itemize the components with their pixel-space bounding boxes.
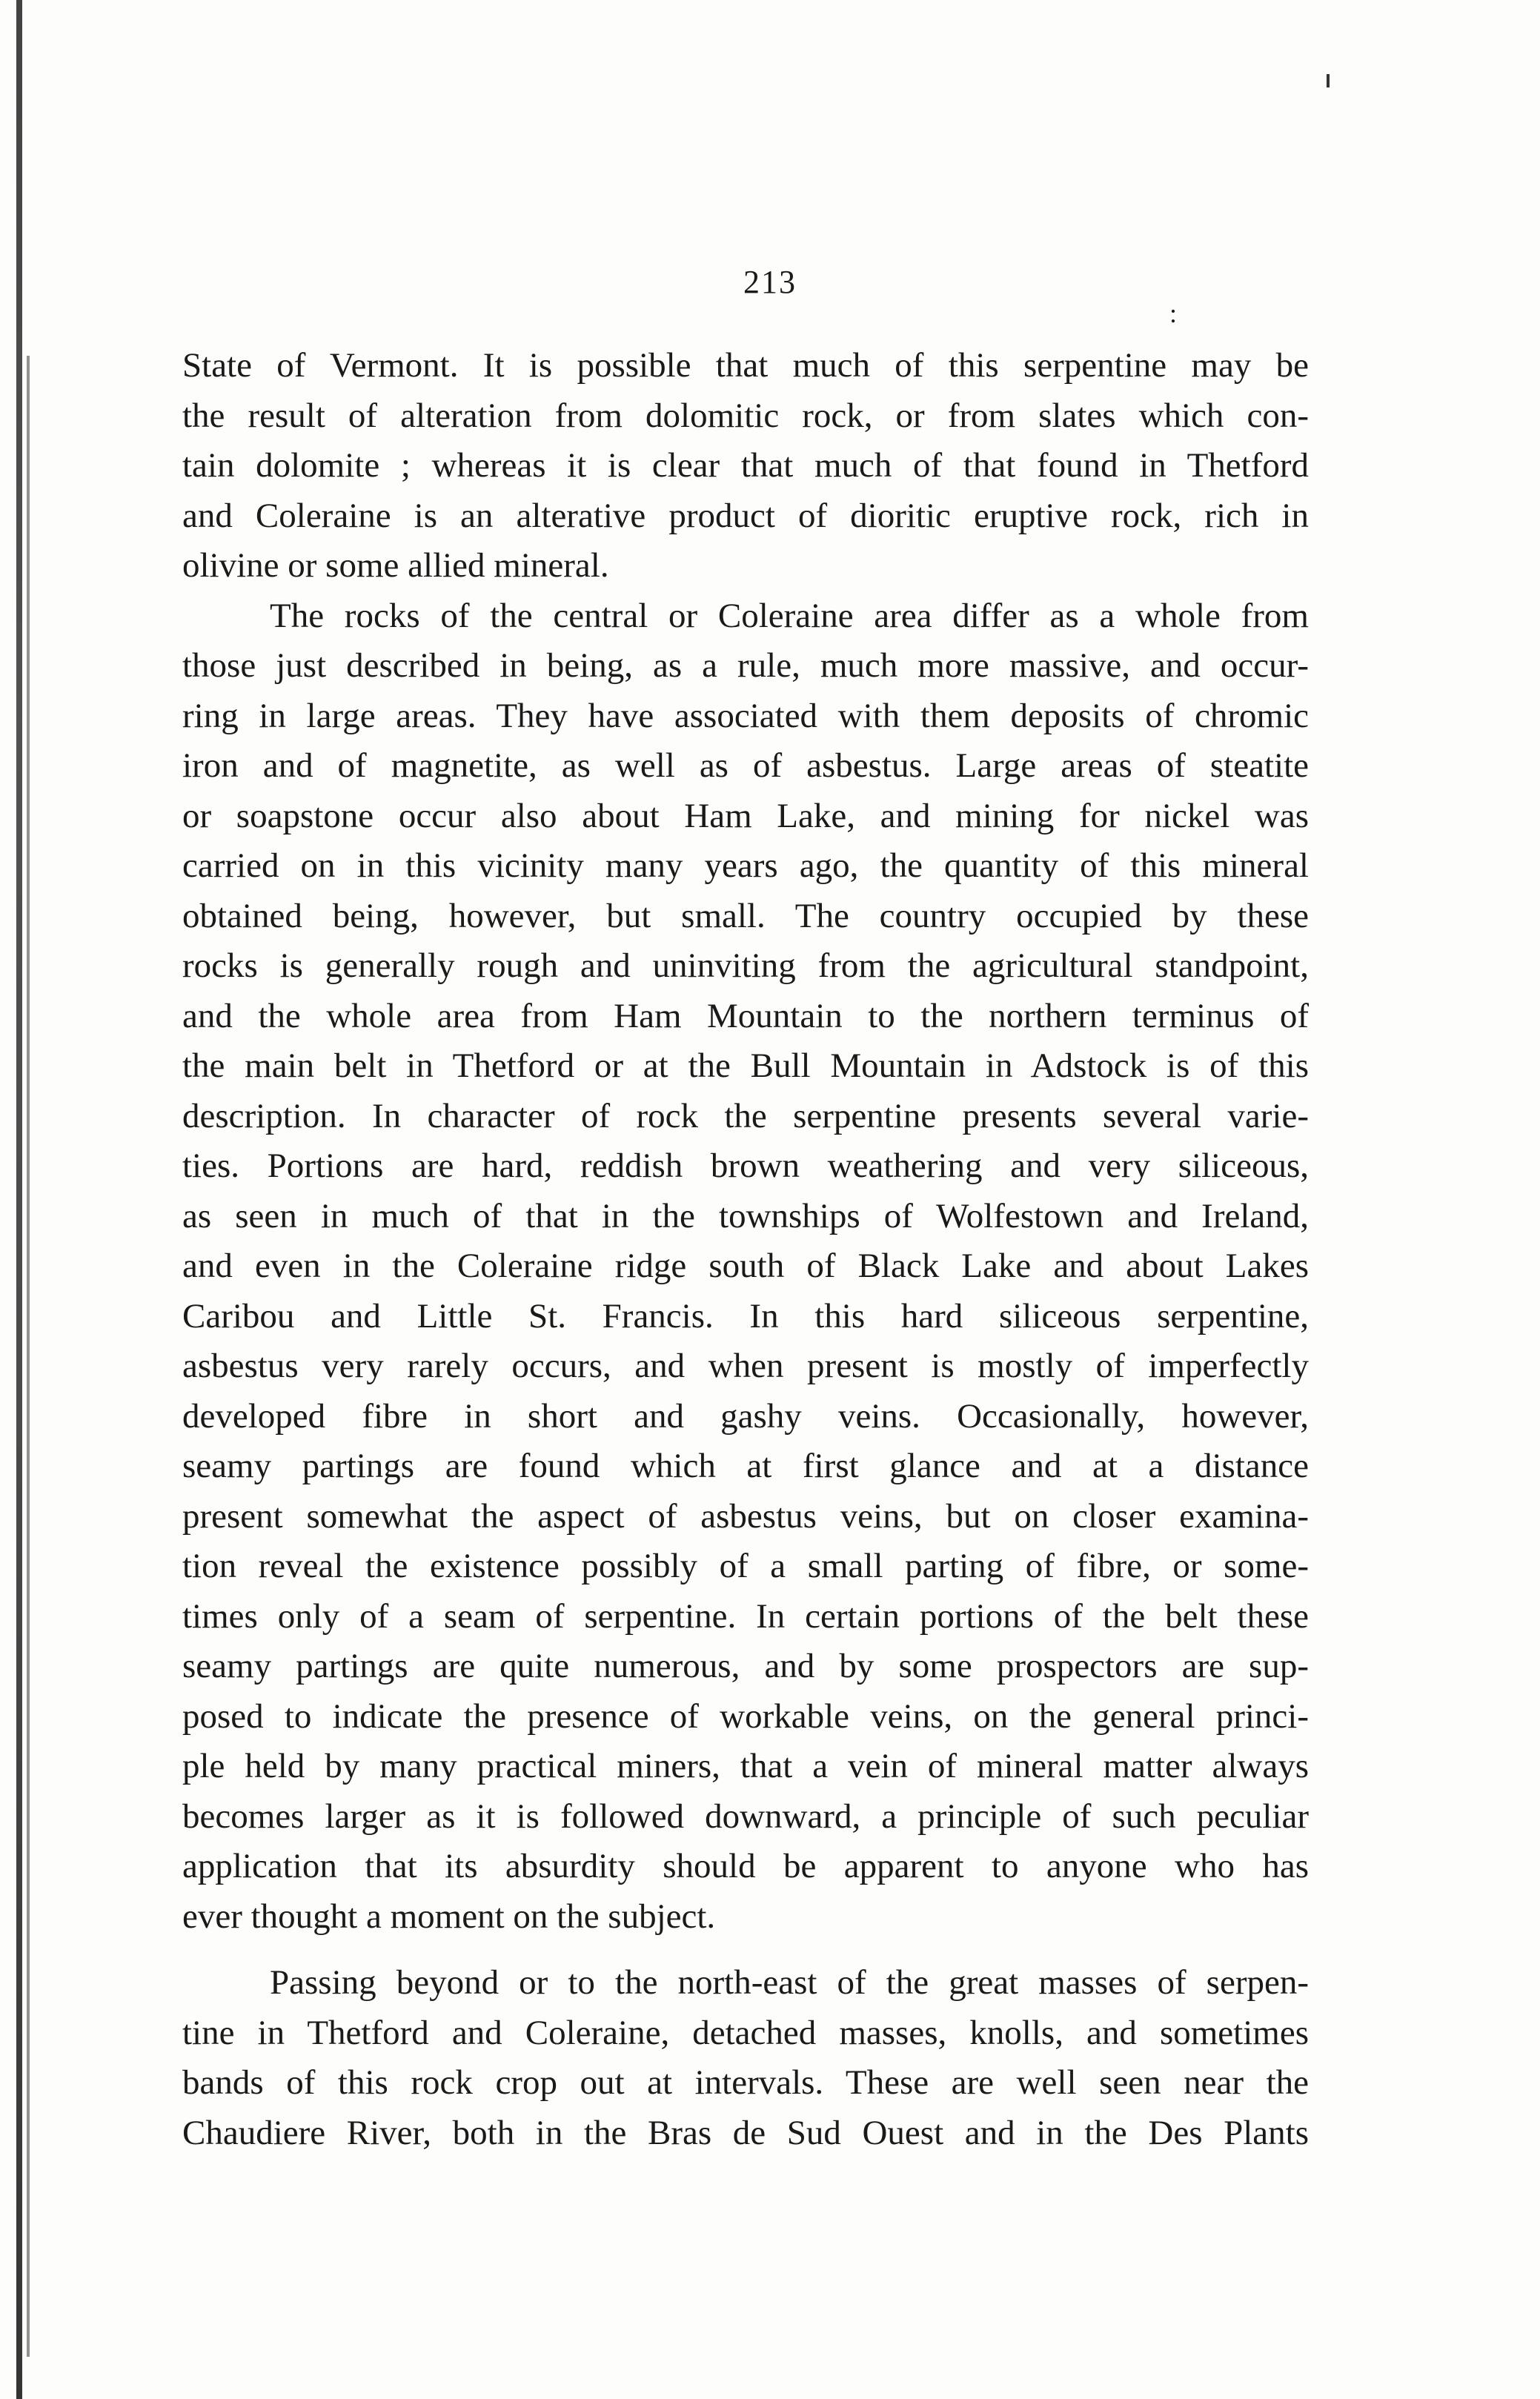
text-line: Chaudiere River, both in the Bras de Sud Ouest and in the Des Plants: [182, 2113, 1309, 2152]
text-line: the result of alteration from dolomitic rock, or from slates which con-: [182, 396, 1309, 435]
text-line: ple held by many practical miners, that a vein of mineral matter always: [182, 1747, 1309, 1785]
text-line: times only of a seam of serpentine. In certain portions of the belt these: [182, 1596, 1309, 1636]
text-line: those just described in being, as a rule, much more massive, and occur-: [182, 646, 1309, 685]
text-line: ring in large areas. They have associated with them deposits of chromic: [182, 696, 1309, 735]
body-text: [182, 341, 1309, 2158]
text-line: bands of this rock crop out at intervals. These are well seen near the: [182, 2063, 1309, 2102]
text-line: and the whole area from Ham Mountain to the northern terminus of: [182, 996, 1309, 1035]
text-line: obtained being, however, but small. The country occupied by these: [182, 896, 1309, 935]
text-line: carried on in this vicinity many years ago, the quantity of this mineral: [182, 846, 1309, 885]
text-line: tion reveal the existence possibly of a small parting of fibre, or some-: [182, 1547, 1309, 1585]
text-line: as seen in much of that in the townships of Wolfestown and Ireland,: [182, 1196, 1309, 1235]
text-line: seamy partings are found which at first glance and at a distance: [182, 1447, 1309, 1485]
text-line: ties. Portions are hard, reddish brown weathering and very siliceous,: [182, 1147, 1309, 1185]
page-number: 213: [743, 264, 797, 300]
binding-edge-shadow: [16, 0, 22, 2399]
text-line: olivine or some allied mineral.: [182, 546, 609, 585]
text-line: posed to indicate the presence of workable veins, on the general princi-: [182, 1696, 1309, 1736]
paragraph: [182, 341, 1309, 591]
text-line: application that its absurdity should be apparent to anyone who has: [182, 1847, 1309, 1885]
text-line: asbestus very rarely occurs, and when present is mostly of imperfectly: [182, 1347, 1309, 1385]
paragraph-gap: [182, 1942, 1309, 1958]
text-line: tain dolomite ; whereas it is clear that much of that found in Thetford: [182, 446, 1309, 485]
paragraph: [182, 591, 1309, 1942]
text-line: seamy partings are quite numerous, and by some prospectors are sup-: [182, 1647, 1309, 1685]
text-line: State of Vermont. It is possible that much of this serpentine may be: [182, 346, 1309, 385]
binding-edge-shadow-inner: [27, 356, 30, 2357]
text-line: iron and of magnetite, as well as of asbestus. Large areas of steatite: [182, 746, 1309, 785]
text-line: Passing beyond or to the north-east of the great masses of serpen-: [270, 1963, 1309, 2002]
text-line: developed fibre in short and gashy veins. Occasionally, however,: [182, 1396, 1309, 1436]
text-line: description. In character of rock the serpentine presents several varie-: [182, 1096, 1309, 1135]
text-line: rocks is generally rough and uninviting from the agricultural standpoint,: [182, 946, 1309, 985]
print-speck: [1327, 74, 1330, 87]
text-line: or soapstone occur also about Ham Lake, and mining for nickel was: [182, 796, 1309, 835]
text-line: Caribou and Little St. Francis. In this hard siliceous serpentine,: [182, 1296, 1309, 1335]
marginal-mark: :: [1169, 299, 1178, 328]
text-line: and Coleraine is an alterative product of dioritic eruptive rock, rich in: [182, 496, 1309, 535]
text-line: ever thought a moment on the subject.: [182, 1897, 716, 1936]
text-line: The rocks of the central or Coleraine area differ as a whole from: [270, 596, 1309, 635]
text-line: the main belt in Thetford or at the Bull Mountain in Adstock is of this: [182, 1046, 1309, 1085]
text-line: and even in the Coleraine ridge south of Black Lake and about Lakes: [182, 1247, 1309, 1285]
text-line: becomes larger as it is followed downward, a principle of such peculiar: [182, 1796, 1309, 1836]
text-line: tine in Thetford and Coleraine, detached masses, knolls, and sometimes: [182, 2013, 1309, 2052]
text-line: present somewhat the aspect of asbestus veins, but on closer examina-: [182, 1496, 1309, 1536]
paragraph: [182, 1958, 1309, 2158]
